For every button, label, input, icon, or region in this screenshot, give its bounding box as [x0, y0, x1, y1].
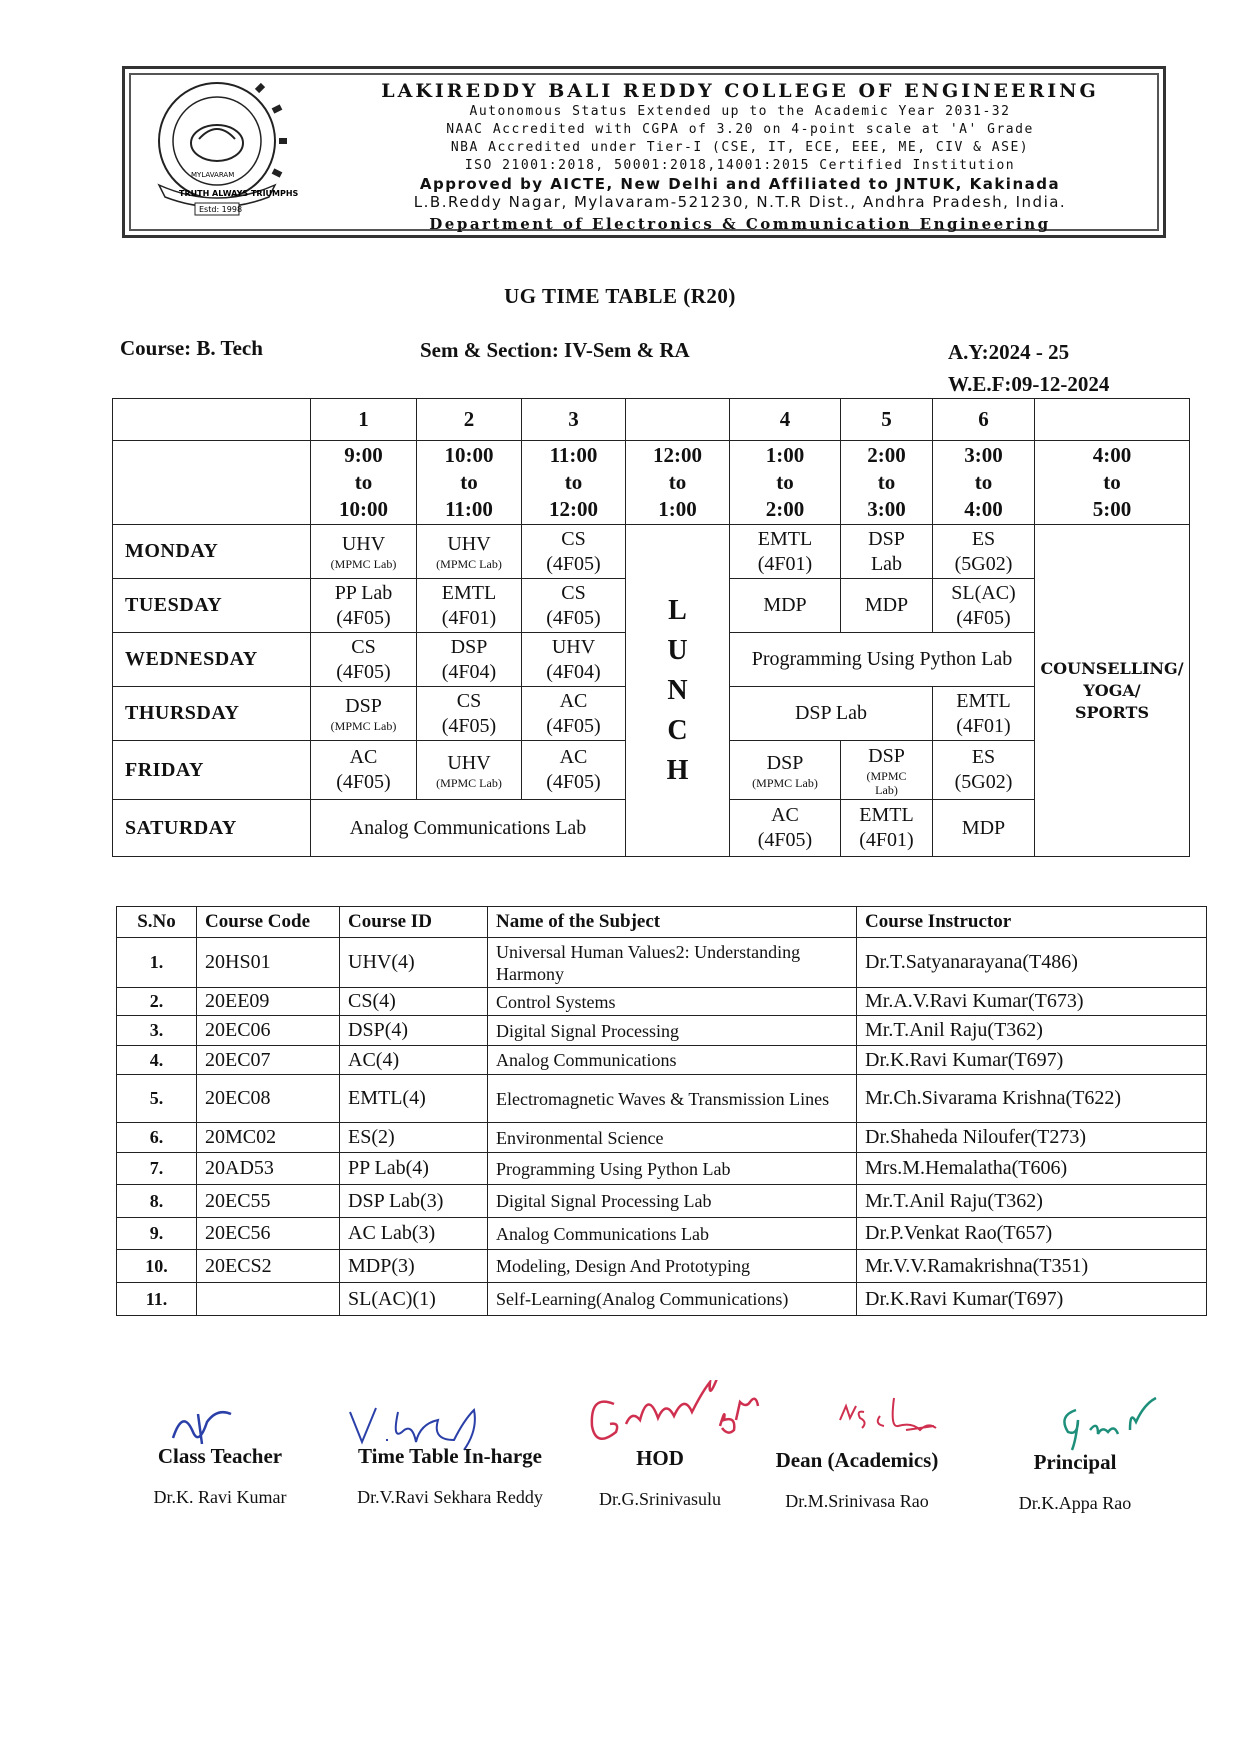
slot-cell: SL(AC) (4F05): [933, 579, 1035, 633]
slot-cell: Programming Using Python Lab: [730, 633, 1035, 687]
slot-cell: CS (4F05): [522, 579, 626, 633]
course-row: [117, 1016, 1207, 1046]
course-id: UHV(4): [340, 938, 488, 988]
slot-cell: UHV (MPMC Lab): [417, 741, 522, 800]
time-slot-4: 1:00 to 2:00: [730, 441, 841, 525]
period-4: 4: [730, 399, 841, 441]
course-instructor: Mr.T.Anil Raju(T362): [857, 1185, 1207, 1218]
sem-section-label: Sem & Section: IV-Sem & RA: [420, 338, 690, 362]
slot-cell: PP Lab (4F05): [311, 579, 417, 633]
period-1: 1: [311, 399, 417, 441]
header-approval: Approved by AICTE, New Delhi and Affiliated to JNTUK, Kakinada: [419, 175, 1061, 193]
course-id: DSP(4): [340, 1016, 488, 1046]
college-name: LAKIREDDY BALI REDDY COLLEGE OF ENGINEERING: [381, 80, 1099, 102]
course-instructor: Mr.A.V.Ravi Kumar(T673): [857, 988, 1207, 1016]
signature-class-teacher: [130, 1444, 310, 1508]
course-name: Self-Learning(Analog Communications): [488, 1283, 857, 1316]
slot-cell: CS (4F05): [522, 525, 626, 579]
slot-cell: AC (4F05): [311, 741, 417, 800]
course-instructor: Dr.Shaheda Niloufer(T273): [857, 1123, 1207, 1153]
course-instructor: Dr.T.Satyanarayana(T486): [857, 938, 1207, 988]
header-text: [325, 79, 1155, 233]
time-slot-2: 10:00 to 11:00: [417, 441, 522, 525]
course-name: Digital Signal Processing Lab: [488, 1185, 857, 1218]
course-sno: 11.: [117, 1283, 197, 1316]
slot-cell: EMTL (4F01): [841, 800, 933, 857]
header-line-2: NAAC Accredited with CGPA of 3.20 on 4-point scale at 'A' Grade: [446, 122, 1034, 137]
course-sno: 3.: [117, 1016, 197, 1046]
course-name: Programming Using Python Lab: [488, 1153, 857, 1185]
course-name: Digital Signal Processing: [488, 1016, 857, 1046]
course-row: [117, 988, 1207, 1016]
course-code: 20ECS2: [197, 1250, 340, 1283]
course-id: AC(4): [340, 1046, 488, 1075]
slot-cell: MDP: [933, 800, 1035, 857]
course-instructor: Dr.K.Ravi Kumar(T697): [857, 1046, 1207, 1075]
course-name: Analog Communications: [488, 1046, 857, 1075]
period-lunch: [626, 399, 730, 441]
col-header: Course ID: [340, 907, 488, 938]
course-table-header: [117, 907, 1207, 938]
timetable: [112, 398, 1190, 857]
day-label: SATURDAY: [113, 800, 311, 857]
course-name: Control Systems: [488, 988, 857, 1016]
hod-signature: [586, 1380, 776, 1450]
logo-estd: Estd: 1998: [199, 205, 243, 214]
course-instructor: Mr.T.Anil Raju(T362): [857, 1016, 1207, 1046]
time-slot-5: 2:00 to 3:00: [841, 441, 933, 525]
course-id: MDP(3): [340, 1250, 488, 1283]
slot-cell: EMTL (4F01): [417, 579, 522, 633]
counselling-column: COUNSELLING/ YOGA/ SPORTS: [1035, 525, 1190, 857]
course-code: [197, 1283, 340, 1316]
course-table: [116, 906, 1207, 1316]
course-id: CS(4): [340, 988, 488, 1016]
slot-cell: DSP (MPMC Lab): [311, 687, 417, 741]
course-row: [117, 1185, 1207, 1218]
course-code: 20EC08: [197, 1075, 340, 1123]
course-label: Course: B. Tech: [120, 336, 263, 360]
course-row: [117, 1046, 1207, 1075]
slot-cell: ES (5G02): [933, 525, 1035, 579]
course-code: 20EC55: [197, 1185, 340, 1218]
course-name: Environmental Science: [488, 1123, 857, 1153]
course-code: 20EC07: [197, 1046, 340, 1075]
course-row: [117, 1250, 1207, 1283]
course-sno: 1.: [117, 938, 197, 988]
course-name: Electromagnetic Waves & Transmission Lines: [488, 1075, 857, 1123]
course-instructor: Mr.Ch.Sivarama Krishna(T622): [857, 1075, 1207, 1123]
lunch-column: L U N C H: [626, 525, 730, 857]
day-label: WEDNESDAY: [113, 633, 311, 687]
course-row: [117, 938, 1207, 988]
signature-name: Dr.V.Ravi Sekhara Reddy: [357, 1487, 543, 1507]
signature-principal: [1000, 1450, 1150, 1514]
course-sno: 2.: [117, 988, 197, 1016]
course-row: [117, 1123, 1207, 1153]
course-sno: 5.: [117, 1075, 197, 1123]
slot-cell: DSP (MPMC Lab): [841, 741, 933, 800]
slot-cell: CS (4F05): [417, 687, 522, 741]
course-name: Universal Human Values2: Understanding Harmony: [488, 938, 857, 988]
header-department: Department of Electronics & Communication Engineering: [429, 215, 1051, 233]
course-row: [117, 1075, 1207, 1123]
course-sno: 7.: [117, 1153, 197, 1185]
signature-timetable-incharge: [330, 1444, 570, 1508]
time-row: [113, 441, 1190, 525]
slot-cell: UHV (4F04): [522, 633, 626, 687]
col-header: Course Instructor: [857, 907, 1207, 938]
course-code: 20EC56: [197, 1218, 340, 1250]
college-logo: [139, 79, 309, 219]
day-row-monday: [113, 525, 1190, 579]
col-header: Course Code: [197, 907, 340, 938]
slot-cell: Analog Communications Lab: [311, 800, 626, 857]
col-header: S.No: [117, 907, 197, 938]
time-slot-1: 9:00 to 10:00: [311, 441, 417, 525]
course-id: ES(2): [340, 1123, 488, 1153]
principal-signature: [1050, 1396, 1170, 1456]
slot-cell: EMTL (4F01): [933, 687, 1035, 741]
page-title: UG TIME TABLE (R20): [504, 284, 736, 308]
course-row: [117, 1153, 1207, 1185]
slot-cell: DSP Lab: [841, 525, 933, 579]
course-code: 20MC02: [197, 1123, 340, 1153]
signature-role: Time Table In-harge: [358, 1444, 542, 1468]
signature-name: Dr.K.Appa Rao: [1018, 1493, 1132, 1513]
course-sno: 6.: [117, 1123, 197, 1153]
course-sno: 9.: [117, 1218, 197, 1250]
slot-cell: MDP: [730, 579, 841, 633]
course-code: 20AD53: [197, 1153, 340, 1185]
slot-cell: EMTL (4F01): [730, 525, 841, 579]
academic-year: A.Y:2024 - 25: [948, 340, 1070, 364]
header-line-3: NBA Accredited under Tier-I (CSE, IT, ECE, EEE, ME, CIV & ASE): [450, 140, 1030, 155]
course-name: Analog Communications Lab: [488, 1218, 857, 1250]
slot-cell: DSP Lab: [730, 687, 933, 741]
course-instructor: Dr.K.Ravi Kumar(T697): [857, 1283, 1207, 1316]
course-code: 20EE09: [197, 988, 340, 1016]
day-label: THURSDAY: [113, 687, 311, 741]
course-code: 20EC06: [197, 1016, 340, 1046]
signature-role: HOD: [636, 1446, 684, 1470]
course-id: DSP Lab(3): [340, 1185, 488, 1218]
signature-name: Dr.M.Srinivasa Rao: [785, 1491, 929, 1511]
signature-dean: [752, 1448, 962, 1512]
signature-name: Dr.K. Ravi Kumar: [153, 1487, 287, 1507]
header-line-1: Autonomous Status Extended up to the Academic Year 2031-32: [469, 104, 1011, 119]
logo-motto: TRUTH ALWAYS TRIUMPHS: [179, 189, 299, 198]
slot-cell: CS (4F05): [311, 633, 417, 687]
time-slot-6: 3:00 to 4:00: [933, 441, 1035, 525]
signature-role: Dean (Academics): [775, 1448, 939, 1472]
period-3: 3: [522, 399, 626, 441]
course-row: [117, 1283, 1207, 1316]
course-instructor: Mr.V.V.Ramakrishna(T351): [857, 1250, 1207, 1283]
course-id: EMTL(4): [340, 1075, 488, 1123]
period-7: [1035, 399, 1190, 441]
course-id: PP Lab(4): [340, 1153, 488, 1185]
time-slot-3: 11:00 to 12:00: [522, 441, 626, 525]
slot-cell: DSP (MPMC Lab): [730, 741, 841, 800]
col-header: Name of the Subject: [488, 907, 857, 938]
slot-cell: AC (4F05): [730, 800, 841, 857]
course-sno: 8.: [117, 1185, 197, 1218]
slot-cell: AC (4F05): [522, 687, 626, 741]
slot-cell: AC (4F05): [522, 741, 626, 800]
wef-date: W.E.F:09-12-2024: [948, 372, 1110, 396]
day-label: FRIDAY: [113, 741, 311, 800]
period-number-row: [113, 399, 1190, 441]
signature-role: Principal: [1033, 1450, 1117, 1474]
course-code: 20HS01: [197, 938, 340, 988]
slot-cell: ES (5G02): [933, 741, 1035, 800]
period-5: 5: [841, 399, 933, 441]
signature-role: Class Teacher: [157, 1444, 283, 1468]
period-6: 6: [933, 399, 1035, 441]
logo-place: MYLAVARAM: [191, 171, 235, 179]
course-row: [117, 1218, 1207, 1250]
header-line-4: ISO 21001:2018, 50001:2018,14001:2015 Certified Institution: [464, 158, 1016, 173]
slot-cell: UHV (MPMC Lab): [311, 525, 417, 579]
course-instructor: Mrs.M.Hemalatha(T606): [857, 1153, 1207, 1185]
signature-hod: [580, 1446, 740, 1510]
slot-cell: MDP: [841, 579, 933, 633]
course-name: Modeling, Design And Prototyping: [488, 1250, 857, 1283]
class-teacher-signature: [168, 1408, 238, 1448]
course-id: SL(AC)(1): [340, 1283, 488, 1316]
slot-cell: DSP (4F04): [417, 633, 522, 687]
time-slot-7: 4:00 to 5:00: [1035, 441, 1190, 525]
signature-name: Dr.G.Srinivasulu: [598, 1489, 721, 1509]
course-sno: 4.: [117, 1046, 197, 1075]
time-slot-lunch: 12:00 to 1:00: [626, 441, 730, 525]
dean-signature: [836, 1390, 946, 1440]
college-header: [122, 66, 1166, 238]
course-sno: 10.: [117, 1250, 197, 1283]
day-label: TUESDAY: [113, 579, 311, 633]
slot-cell: UHV (MPMC Lab): [417, 525, 522, 579]
course-id: AC Lab(3): [340, 1218, 488, 1250]
period-2: 2: [417, 399, 522, 441]
course-instructor: Dr.P.Venkat Rao(T657): [857, 1218, 1207, 1250]
day-label: MONDAY: [113, 525, 311, 579]
header-address: L.B.Reddy Nagar, Mylavaram-521230, N.T.R Dist., Andhra Pradesh, India.: [413, 193, 1067, 211]
